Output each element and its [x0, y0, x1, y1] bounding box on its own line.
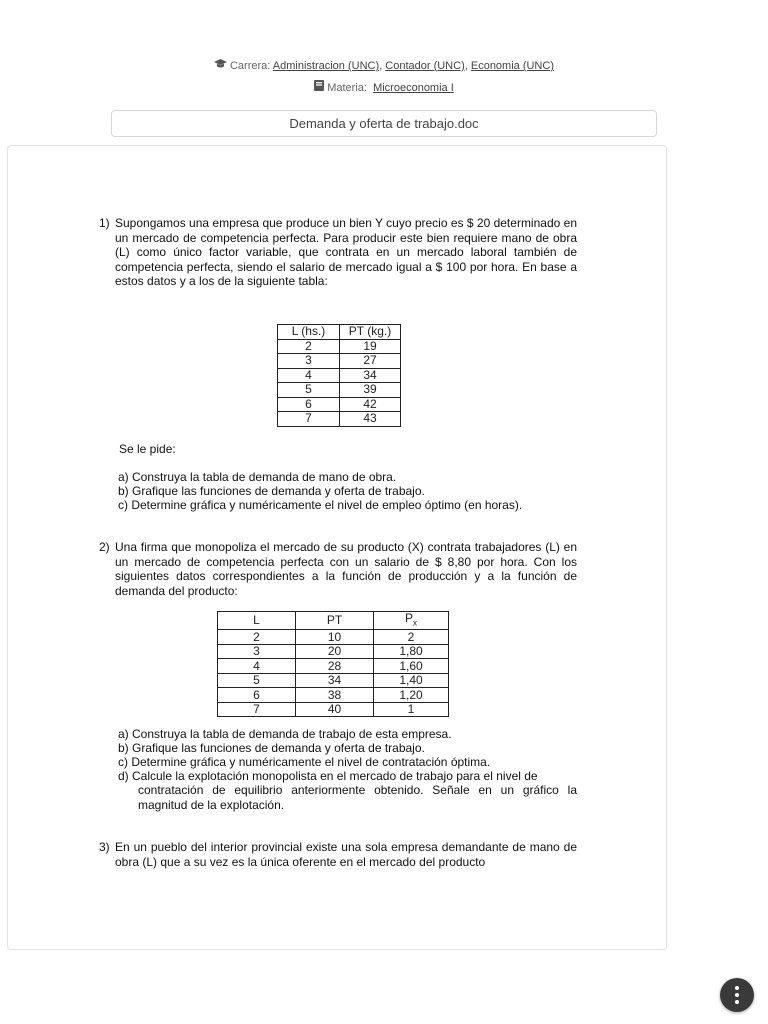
table-cell: 10: [296, 630, 374, 645]
materia-link[interactable]: Microeconomia I: [373, 82, 454, 94]
question-2-item-d: d) Calcule la explotación monopolista en el mercado de trabajo para el nivel de: [118, 769, 538, 783]
table-cell: 28: [296, 659, 374, 674]
book-icon: [314, 80, 324, 94]
question-2-item-a: a) Construya la tabla de demanda de trabajo de esta empresa.: [118, 727, 452, 741]
table-row: [218, 630, 449, 645]
table-header-cell: PT (kg.): [340, 325, 401, 340]
table-row: [278, 354, 401, 369]
table-cell: 2: [278, 339, 340, 354]
table-cell: 7: [218, 702, 296, 717]
question-2-number: 2): [99, 540, 110, 554]
table-cell: 40: [296, 702, 374, 717]
table-row: [218, 644, 449, 659]
question-1-item-b: b) Grafique las funciones de demanda y oferta de trabajo.: [118, 484, 425, 498]
table-header-row: [218, 612, 449, 630]
table-cell: 43: [340, 412, 401, 427]
table-cell: 4: [278, 368, 340, 383]
table-cell: 2: [374, 630, 449, 645]
table-cell: 7: [278, 412, 340, 427]
table-header-cell: L (hs.): [278, 325, 340, 340]
document-title-bar: Demanda y oferta de trabajo.doc: [111, 110, 657, 137]
table-cell: 6: [278, 397, 340, 412]
carrera-line: Carrera: Administracion (UNC), Contador (UNC), Economia (UNC): [0, 59, 768, 72]
table-cell: 20: [296, 644, 374, 659]
table-cell: 1: [374, 702, 449, 717]
table-header-cell: L: [218, 612, 296, 630]
question-3-number: 3): [99, 840, 110, 854]
table-row: [218, 688, 449, 703]
question-1-item-c: c) Determine gráfica y numéricamente el nivel de empleo óptimo (en horas).: [118, 498, 523, 512]
table-cell: 27: [340, 354, 401, 369]
question-2-item-c: c) Determine gráfica y numéricamente el nivel de contratación óptima.: [118, 755, 491, 769]
carrera-link-contador[interactable]: Contador (UNC): [385, 60, 465, 72]
table-row: [218, 659, 449, 674]
table-cell: 3: [218, 644, 296, 659]
table-cell: 42: [340, 397, 401, 412]
question-1-item-a: a) Construya la tabla de demanda de mano de obra.: [118, 470, 397, 484]
table-cell: 3: [278, 354, 340, 369]
table-cell: 1,80: [374, 644, 449, 659]
materia-line: [0, 80, 768, 94]
table-row: [278, 412, 401, 427]
table-cell: 5: [218, 673, 296, 688]
table-row: [218, 702, 449, 717]
carrera-label: Carrera:: [229, 60, 271, 72]
table-cell: 4: [218, 659, 296, 674]
table-cell: 34: [340, 368, 401, 383]
question-3-text: En un pueblo del interior provincial existe una sola empresa demandante de mano de obra (L) que a su vez es la única oferente en el mercado del producto: [115, 840, 577, 869]
question-2-item-b: b) Grafique las funciones de demanda y oferta de trabajo.: [118, 741, 425, 755]
question-2-table: [217, 611, 449, 717]
question-1-text: Supongamos una empresa que produce un bien Y cuyo precio es $ 20 determinado en un mercado de competencia perfecta. Para producir este bien requiere mano de obra (L) como único factor variable, que contrata en un mercado laboral también de competencia perfecta, siendo el salario de mercado igual a $ 100 por hora. En base a estos datos y a los de la siguiente tabla:: [115, 216, 577, 288]
question-2-item-d-continuation: contratación de equilibrio anteriormente obtenido. Señale en un gráfico la magnitud de la explotación.: [138, 783, 577, 812]
carrera-link-economia[interactable]: Economia (UNC): [470, 60, 554, 72]
table-cell: 38: [296, 688, 374, 703]
table-cell: 1,20: [374, 688, 449, 703]
table-row: [278, 397, 401, 412]
question-1-prompt: Se le pide:: [119, 442, 176, 456]
table-cell: 1,60: [374, 659, 449, 674]
table-cell: 5: [278, 383, 340, 398]
question-2-text: Una firma que monopoliza el mercado de su producto (X) contrata trabajadores (L) en un mercado de competencia perfecta con un salario de $ 8,80 por hora. Con los siguientes datos correspondientes a la función de producción y a la función de demanda del producto:: [115, 540, 577, 598]
question-1-number: 1): [99, 216, 110, 230]
table-cell: 39: [340, 383, 401, 398]
table-cell: 34: [296, 673, 374, 688]
more-options-button[interactable]: [720, 978, 754, 1012]
materia-label: Materia:: [327, 82, 367, 94]
table-cell: 6: [218, 688, 296, 703]
table-row: [218, 673, 449, 688]
table-cell: 1,40: [374, 673, 449, 688]
question-1-table: [277, 324, 401, 427]
carrera-link-administracion[interactable]: Administracion (UNC): [272, 60, 380, 72]
table-cell: 19: [340, 339, 401, 354]
graduation-cap-icon: [214, 59, 227, 72]
table-cell: 2: [218, 630, 296, 645]
table-header-cell-px: $P_x$: [374, 612, 449, 630]
table-row: [278, 383, 401, 398]
table-header-row: [278, 325, 401, 340]
table-row: [278, 368, 401, 383]
table-row: [278, 339, 401, 354]
table-header-cell: PT: [296, 612, 374, 630]
